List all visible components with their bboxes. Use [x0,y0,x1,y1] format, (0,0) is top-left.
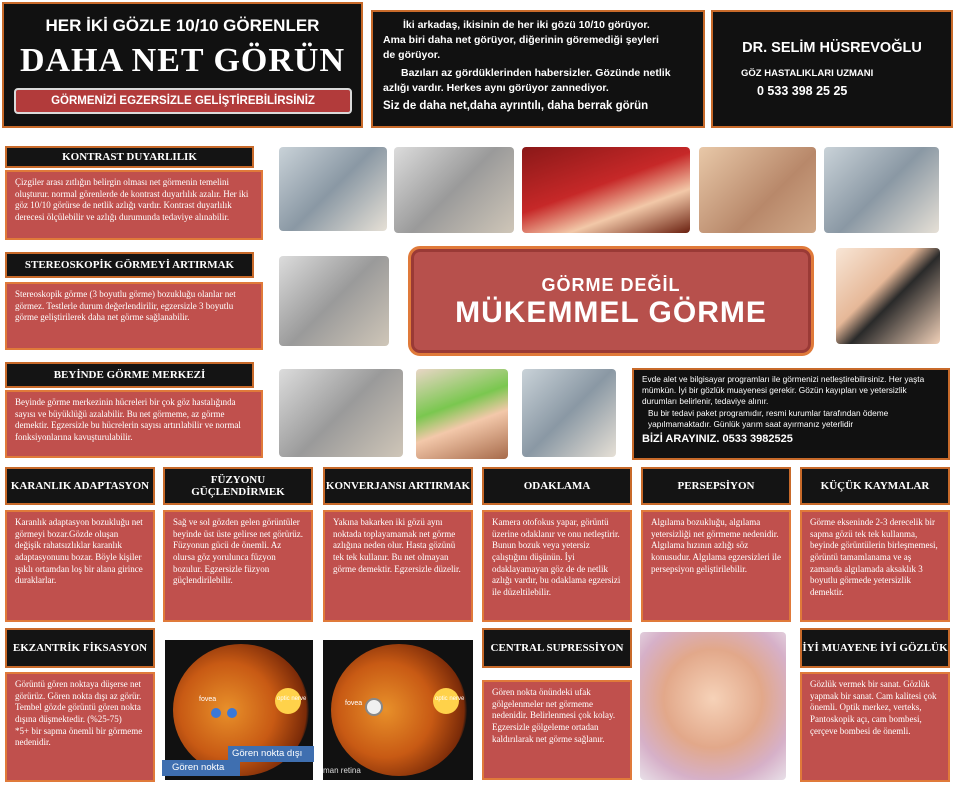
photo-doctor-exam [824,147,939,233]
section-title-eccentric-fixation: EKZANTRİK FİKSASYON [5,628,155,668]
section-title-good-exam: İYİ MUAYENE İYİ GÖZLÜK [800,628,950,668]
section-text-brain: Beyinde görme merkezinin hücreleri bir çok göz hastalığında sayısı ve büyüklüğü azalabilir. Bu net görmeme, az görme demektir. Egzersizle bu hücrelerin sayısı artırılabilir ve normal fonksiyonlarına kavuşturulabilir. [5,390,263,458]
section-title-contrast: KONTRAST DUYARLILIK [5,146,254,168]
label-seeing-point: Gören nokta [162,760,240,776]
photo-stereo-device [279,369,403,457]
section-text-contrast: Çizgiler arası zıtlığın belirgin olması net görmenin temelini oluşturur. normal görenlerde de kontrast duyarlılık azalır. Her iki göz 10/10 görürse de netlik azlığı vardır. Kontrast duyarlılık derecesi ölçülebilir ve azlığı durumunda tedaviye alınabilir. [5,170,263,240]
info-call[interactable]: BİZİ ARAYINIZ. 0533 3982525 [642,432,793,445]
intro-line-4: Bazıları az gördüklerinden habersizler. Gözünde netlik [401,66,671,79]
section-text-perception: Algılama bozukluğu, algılama yetersizliği net görmeme nedenidir. Algılama hızının azlığı söz konusudur. Algılama egzersizleri ile persepsiyon geliştirilebilir. [641,510,791,622]
doctor-panel [711,10,953,128]
doctor-name: DR. SELİM HÜSREVOĞLU [742,40,922,56]
intro-panel [371,10,705,128]
section-title-stereo: STEREOSKOPİK GÖRMEYİ ARTIRMAK [5,252,254,278]
section-text-stereo: Stereoskopik görme (3 boyutlu görme) bozukluğu olanlar net görmez. Testlerle durum değerlendirilir, egzersizle 3 boyutlu görme geliştirilerek daha net görme sağlanabilir. [5,282,263,350]
info-text-2: Bu bir tedavi paket programıdır, resmi kurumlar tarafından ödeme yapılmamaktadır. Günlük yarım saat ayırmanız yeterlidir [648,407,889,429]
section-text-convergence: Yakına bakarken iki gözü aynı noktada toplayamamak net görme azlığına neden olur. Hasta gözünü tek tek kullanır. Bu net olmayan görme demektir. Egzersizle düzelir. [323,510,473,622]
photo-smiling-child-glasses [640,632,786,780]
section-title-perception: PERSEPSİYON [641,467,791,505]
section-text-eccentric-fixation: Görüntü gören noktaya düşerse net görürüz. Gören nokta dışı az görür. Tembel gözde görüntü gören nokta dışına düşmektedir. (%25-75) *5+ bir sapma önemli bir görmeme nedenidir. [5,672,155,782]
intro-line-5: azlığı vardır. Herkes aynı görüyor zannediyor. [383,81,609,94]
header-subtitle-button[interactable]: GÖRMENİZİ EGZERSİZLE GELİŞTİREBİLİRSİNİZ [14,88,352,114]
section-text-good-exam: Gözlük vermek bir sanat. Gözlük yapmak bir sanat. Cam kalitesi çok önemli. Optik merkez, verteks, Pantoskopik açı, cam bombesi, çerçeve bombesi de önemli. [800,672,950,782]
banner-line-2: MÜKEMMEL GÖRME [455,296,767,329]
section-text-focusing: Kamera otofokus yapar, görüntü üzerine odaklanır ve onu netleştirir. Bunun bozuk veya yetersiz çalıştığını düşünün. İyi odaklayamayan göz de de netlik azlığı vardır, bu odaklama egzersizi ile düzeltilebilir. [482,510,632,622]
section-title-dark-adaptation: KARANLIK ADAPTASYON [5,467,155,505]
center-banner [408,246,814,356]
section-text-small-shifts: Görme ekseninde 2-3 derecelik bir sapma gözü tek tek kullanma, beyinde görüntülerin birleşmemesi, görüntü tamamlanama ve aş zamanda algılamada aksaklık 3 boyutlu görmede yetersizlik demektir. [800,510,950,622]
retina-optic-label: optic nerve [277,696,307,702]
intro-line-1: İki arkadaş, ikisinin de her iki gözü 10/10 görüyor. [403,19,650,31]
photo-clinic-room [279,256,389,346]
section-text-central-suppression: Gören nokta önündeki ufak gölgelenmeler net görmeme nedenidir. Belirlenmesi çok kolay. Egzersizle gölgeleme ortadan kaldırılarak net görme sağlanır. [482,680,632,780]
photo-child-green-glasses [416,369,508,459]
header-tagline: HER İKİ GÖZLE 10/10 GÖRENLER [45,16,320,35]
photo-child-glasses [522,147,690,233]
info-panel [632,368,950,460]
label-outside-seeing-point: Gören nokta dışı [228,746,314,762]
photo-perimetry [522,369,616,457]
section-title-focusing: ODAKLAMA [482,467,632,505]
section-text-dark-adaptation: Karanlık adaptasyon bozukluğu net görmeyi bozar.Gözde oluşan değişik rahatsızlıklar karanlık adaptasyonunu bozar. Böyle kişiler ışıklı ortamdan loş bir alana girince duraklarlar. [5,510,155,622]
section-title-small-shifts: KÜÇÜK KAYMALAR [800,467,950,505]
retina-fovea-label-2: fovea [345,700,363,707]
banner-line-1: GÖRME DEĞİL [541,275,681,295]
retina-caption: man retina [323,766,361,775]
photo-eye-exam-1 [279,147,387,231]
doctor-title: GÖZ HASTALIKLARI UZMANI [741,68,874,79]
photo-woman-glasses [836,248,940,344]
section-title-convergence: KONVERJANSI ARTIRMAK [323,467,473,505]
intro-line-6: Siz de daha net,daha ayrıntılı, daha berrak görün [383,100,649,113]
photo-child-exam [699,147,816,233]
retina-image-2 [323,640,473,780]
section-title-central-suppression: CENTRAL SUPRESSİYON [482,628,632,668]
section-title-fusion: FÜZYONU GÜÇLENDİRMEK [163,467,313,505]
section-text-fusion: Sağ ve sol gözden gelen görüntüler beyinde üst üste gelirse net görürüz. Füzyonun gücü de önemli. Az olursa göz yorulunca füzyon bozulur. Egzersizle füzyon güçlendirilebilir. [163,510,313,622]
retina-optic-label-2: optic nerve [435,696,465,702]
photo-eye-exam-2 [394,147,514,233]
section-title-brain: BEYİNDE GÖRME MERKEZİ [5,362,254,388]
doctor-phone[interactable]: 0 533 398 25 25 [757,84,848,98]
header-title: DAHA NET GÖRÜN [19,42,346,79]
retina-fovea-label: fovea [199,696,217,703]
intro-line-2: Ama biri daha net görüyor, diğerinin göremediği şeyleri [383,34,659,47]
header-panel [2,2,363,128]
info-text: Evde alet ve bilgisayar programları ile görmenizi netleştirebilirsiniz. Her yaşta mümkün. İyi bir gözlük muayenesi gerekir. Gözün kayıpları ve yetersizlik durumları belirlenir, tedaviye alınır. [642,374,925,407]
intro-line-3: de görüyor. [383,49,441,62]
